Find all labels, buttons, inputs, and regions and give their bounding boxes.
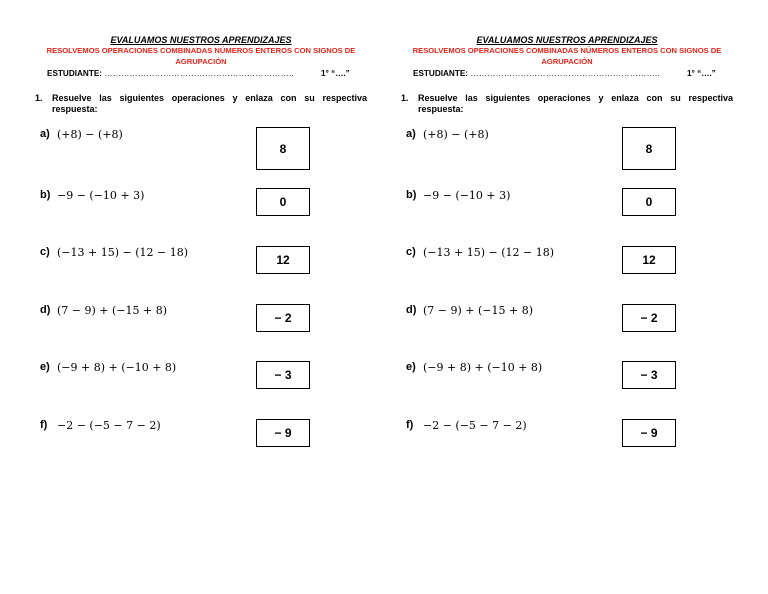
exercise-item <box>40 189 370 223</box>
exercise-label: c) <box>40 246 50 258</box>
student-line <box>413 69 733 78</box>
student-label: ESTUDIANTE: <box>47 69 103 78</box>
instruction-number: 1. <box>401 93 409 103</box>
exercise-label: b) <box>40 189 51 201</box>
exercise-label: f) <box>406 419 414 431</box>
answer-box[interactable]: 8 <box>622 127 676 170</box>
answer-box[interactable]: − 2 <box>622 304 676 332</box>
exercise-expression: −9 − (−10 + 3) <box>423 189 511 202</box>
worksheet-right <box>397 0 737 594</box>
exercise-item <box>406 361 736 395</box>
answer-box[interactable]: − 2 <box>256 304 310 332</box>
worksheet-left <box>31 0 371 594</box>
exercise-item <box>40 419 370 453</box>
exercise-item <box>406 246 736 280</box>
exercise-expression: −2 − (−5 − 7 − 2) <box>57 419 161 432</box>
exercise-item <box>406 189 736 223</box>
worksheet-subtitle: RESOLVEMOS OPERACIONES COMBINADAS NÚMEROS ENTEROS CON SIGNOS DE AGRUPACIÓN <box>46 46 356 66</box>
exercise-label: f) <box>40 419 48 431</box>
exercise-expression: (+8) − (+8) <box>423 128 489 141</box>
student-label: ESTUDIANTE: <box>413 69 469 78</box>
student-name-blank[interactable]: ………………………………………………………….. <box>104 69 294 78</box>
student-line <box>47 69 367 78</box>
exercise-expression: −2 − (−5 − 7 − 2) <box>423 419 527 432</box>
instruction-text: Resuelve las siguientes operaciones y enlaza con su respectiva respuesta: <box>418 93 733 114</box>
answer-box[interactable]: 0 <box>256 188 310 216</box>
answer-box[interactable]: 0 <box>622 188 676 216</box>
answer-box[interactable]: − 9 <box>622 419 676 447</box>
exercise-item <box>406 128 736 162</box>
exercise-expression: (7 − 9) + (−15 + 8) <box>57 304 168 317</box>
exercise-expression: (−13 + 15) − (12 − 18) <box>57 246 189 259</box>
instruction-number: 1. <box>35 93 43 103</box>
student-name-blank[interactable]: ………………………………………………………….. <box>470 69 660 78</box>
exercise-expression: (7 − 9) + (−15 + 8) <box>423 304 534 317</box>
grade-field[interactable]: 1° “….” <box>687 69 716 78</box>
exercise-label: e) <box>406 361 416 373</box>
exercise-label: c) <box>406 246 416 258</box>
answer-box[interactable]: 8 <box>256 127 310 170</box>
answer-box[interactable]: − 3 <box>256 361 310 389</box>
worksheet-title: EVALUAMOS NUESTROS APRENDIZAJES <box>476 35 658 45</box>
exercise-label: a) <box>40 128 50 140</box>
answer-box[interactable]: 12 <box>622 246 676 274</box>
exercise-label: d) <box>40 304 51 316</box>
answer-box[interactable]: 12 <box>256 246 310 274</box>
answer-box[interactable]: − 3 <box>622 361 676 389</box>
exercise-item <box>40 246 370 280</box>
exercise-item <box>40 304 370 338</box>
exercise-label: a) <box>406 128 416 140</box>
exercise-label: e) <box>40 361 50 373</box>
exercise-expression: (−13 + 15) − (12 − 18) <box>423 246 555 259</box>
worksheet-title: EVALUAMOS NUESTROS APRENDIZAJES <box>110 35 292 45</box>
instruction-text: Resuelve las siguientes operaciones y enlaza con su respectiva respuesta: <box>52 93 367 114</box>
exercise-expression: −9 − (−10 + 3) <box>57 189 145 202</box>
exercise-item <box>406 419 736 453</box>
exercise-expression: (−9 + 8) + (−10 + 8) <box>423 361 543 374</box>
exercise-label: d) <box>406 304 417 316</box>
exercise-label: b) <box>406 189 417 201</box>
exercise-expression: (+8) − (+8) <box>57 128 123 141</box>
exercise-expression: (−9 + 8) + (−10 + 8) <box>57 361 177 374</box>
exercise-item <box>40 361 370 395</box>
grade-field[interactable]: 1° “….” <box>321 69 350 78</box>
exercise-item <box>406 304 736 338</box>
answer-box[interactable]: − 9 <box>256 419 310 447</box>
exercise-item <box>40 128 370 162</box>
worksheet-subtitle: RESOLVEMOS OPERACIONES COMBINADAS NÚMEROS ENTEROS CON SIGNOS DE AGRUPACIÓN <box>412 46 722 66</box>
